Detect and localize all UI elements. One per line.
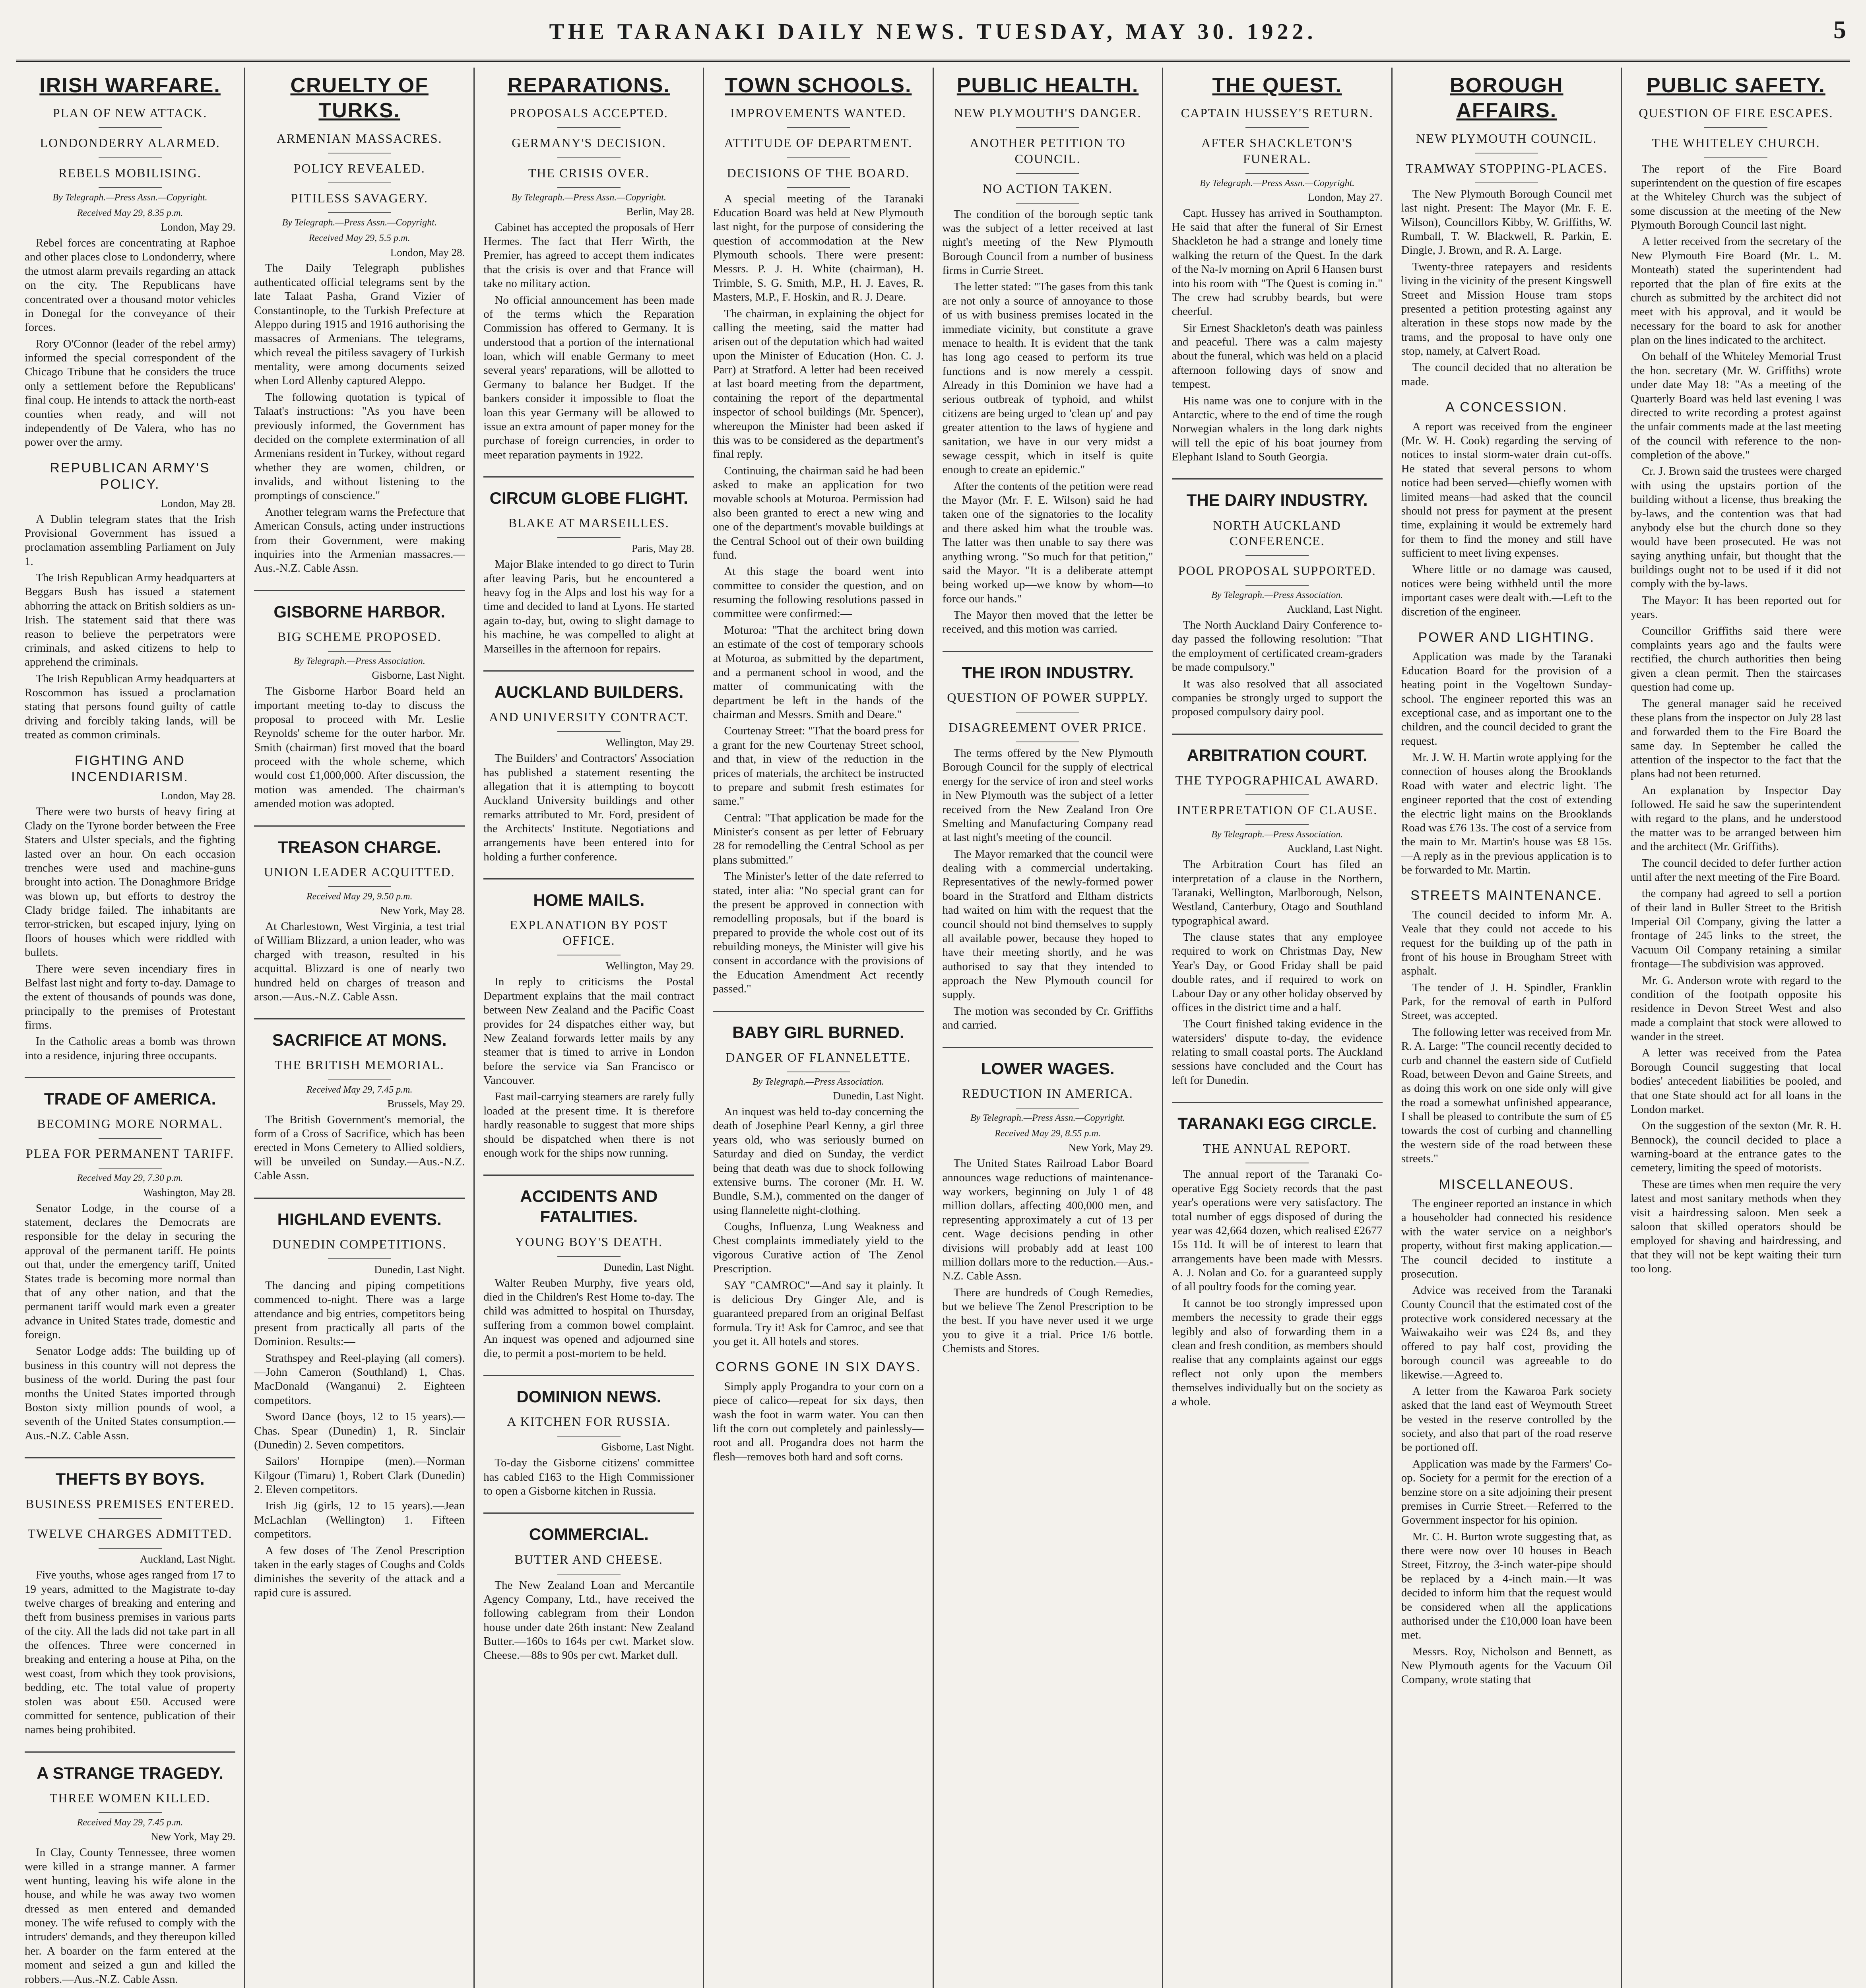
subhead: AFTER SHACKLETON'S FUNERAL. — [1172, 135, 1383, 173]
paragraph: Cabinet has accepted the proposals of Herr Hermes. The fact that Herr Wirth, the Premier, has agreed to accept them indicates that the crisis is over and that France will take no military action. — [483, 221, 694, 290]
paragraph: The Gisborne Harbor Board held an important meeting to-day to discuss the proposal to proceed with Mr. Leslie Reynolds' scheme for the outer harbor. Mr. Smith (chairman) first moved that the board proceed with the whole scheme, which would cost £1,000,000. After discussion, the motion was amended. The chairman's amended motion was adopted. — [254, 685, 465, 810]
paragraph: The Mayor then moved that the letter be received, and this motion was carried. — [942, 609, 1153, 636]
paragraph: A Dublin telegram states that the Irish Provisional Government has issued a proclamation assembling Parliament on July 1. — [25, 513, 236, 568]
subhead: NEW PLYMOUTH COUNCIL. — [1401, 131, 1612, 153]
column-public-safety — [1622, 68, 1850, 1988]
paragraph: Advice was received from the Taranaki County Council that the estimated cost of the protective work considered necessary at the Waiwakaiho weir was £24 8s, and they offered to pay half cost, providing the borough council was agreeable to do likewise.—Agreed to. — [1401, 1284, 1612, 1381]
paragraph: Mr. J. W. H. Martin wrote applying for the connection of houses along the Brooklands Road with water and electric light. The engineer reported that the cost of extending the electric light mains on the Brooklands Road was £76 13s. The cost of a service from the main to Mr. Martin's house was £8 15s. —A reply as in the previous application is to be forwarded to Mr. Martin. — [1401, 751, 1612, 876]
received-line: Received May 29, 8.35 p.m. — [77, 208, 183, 218]
paragraph: No official announcement has been made of the terms which the Reparation Commission has offered to Germany. It is understood that a portion of the international loan, which will enable Germany to meet several years' reparations, will be allotted to Germany to balance her Budget. If the bankers consider it impossible to float the loan this year Germany will be allowed to issue an extra amount of paper money for the purchase of foreign currencies, in order to meet reparation payments in 1922. — [483, 293, 694, 461]
paragraph: The condition of the borough septic tank was the subject of a letter received at last night's meeting of the New Plymouth Borough Council from a number of business firms in Currie Street. — [942, 208, 1153, 277]
headline: BOROUGH AFFAIRS. — [1450, 74, 1563, 122]
section-subhead: MISCELLANEOUS. — [1439, 1176, 1575, 1192]
paragraph: After the contents of the petition were read the Mayor (Mr. F. E. Wilson) said he had taken one of the signatories to the locality and there asked him what the trouble was. The latter was then unable to say there was anything wrong. "So much for that petition," said the Mayor. "It is a deliberate attempt being worked up—we know by whom—to force our hands." — [942, 480, 1153, 605]
dateline: Gisborne, Last Night. — [372, 669, 465, 681]
headline: COMMERCIAL. — [483, 1512, 694, 1544]
subhead: DUNEDIN COMPETITIONS. — [254, 1237, 465, 1259]
subhead: PLEA FOR PERMANENT TARIFF. — [25, 1146, 235, 1169]
masthead — [16, 4, 1850, 62]
subhead: ANOTHER PETITION TO COUNCIL. — [943, 135, 1153, 173]
subhead: REDUCTION IN AMERICA. — [943, 1086, 1153, 1109]
paragraph: The letter stated: "The gases from this tank are not only a source of annoyance to those of us with business premises located in the immediate vicinity, but constitute a grave menace to health. It is evident that the tank has long ago ceased to perform its true functions and is now merely a cesspit. Already in this Dominion we have had a serious outbreak of typhoid, and whilst citizens are being urged to 'clean up' and pay greater attention to the laws of hygiene and sanitation, we have in our very midst a sewage cesspit, which in itself is quite enough to create an epidemic." — [942, 280, 1153, 476]
paragraph: The council decided to inform Mr. A. Veale that they could not accede to his request for the building up of the path in front of his house in Brougham Street with asphalt. — [1401, 908, 1612, 978]
section-subhead: STREETS MAINTENANCE. — [1410, 888, 1603, 903]
dateline: New York, May 29. — [151, 1831, 236, 1843]
paragraph: At this stage the board went into committee to consider the question, and on resuming the following resolutions passed in committee were confirmed:— — [713, 565, 924, 620]
paragraph: Major Blake intended to go direct to Turin after leaving Paris, but he encountered a heavy fog in the Alps and lost his way for a time and decided to land at Lyons. He started again to-day, but, owing to slight damage to his machine, he was compelled to alight at Marseilles in the afternoon for repairs. — [483, 558, 694, 655]
subhead: NEW PLYMOUTH'S DANGER. — [943, 105, 1153, 128]
subhead: PROPOSALS ACCEPTED. — [483, 105, 694, 128]
subhead: NORTH AUCKLAND CONFERENCE. — [1172, 518, 1383, 556]
paragraph: The North Auckland Dairy Conference to-day passed the following resolution: "That the employment of certificated cream-graders be made compulsory." — [1172, 619, 1383, 674]
paragraph: The dancing and piping competitions commenced to-night. There was a large attendance and big entries, competitors being present from practically all parts of the Dominion. Results:— — [254, 1279, 465, 1348]
dateline: Dunedin, Last Night. — [374, 1263, 465, 1276]
subhead: UNION LEADER ACQUITTED. — [254, 864, 465, 887]
headline: TREASON CHARGE. — [254, 825, 465, 857]
paragraph: There were seven incendiary fires in Belfast last night and forty to-day. Damage to the extent of thousands of pounds was done, principally to the premises of Protestant firms. — [25, 962, 236, 1031]
dateline: Dunedin, Last Night. — [833, 1090, 924, 1102]
dateline: Auckland, Last Night. — [1287, 843, 1383, 855]
paragraph: Councillor Griffiths said there were complaints years ago and the faults were rectified, the church authorities then being given a clean permit. Then the staircases question had come up. — [1630, 624, 1841, 693]
column-cruelty-of-turks — [245, 68, 475, 1988]
subhead: THE WHITELEY CHURCH. — [1631, 135, 1841, 158]
paragraph: The chairman, in explaining the object for calling the meeting, said the matter had arisen out of the deputation which had waited upon the Minister of Education (Hon. C. J. Parr) at Stratford. A letter had been received at last board meeting from the department, containing the report of the departmental inspector of school buildings (Mr. Spencer), whereupon the Minister had been asked if this was to be considered as the department's final reply. — [713, 307, 924, 461]
paragraph: Another telegram warns the Prefecture that American Consuls, acting under instructions from their Government, were making inquiries into the Armenian massacres.—Aus.-N.Z. Cable Assn. — [254, 505, 465, 575]
paragraph: The Builders' and Contractors' Association has published a statement resenting the allegation that it is attempting to boycott Auckland University buildings and other remarks attributed to Mr. Ford, president of the Architects' Institute. Negotiations and arrangements have been entered into for holding a further conference. — [483, 752, 694, 863]
subhead: BLAKE AT MARSEILLES. — [483, 515, 694, 538]
paragraph: Central: "That application be made for the Minister's consent as per letter of February 28 for remodelling the Central School as per plans submitted." — [713, 811, 924, 866]
paragraph: An inquest was held to-day concerning the death of Josephine Pearl Kenny, a girl three years old, who was seriously burned on Saturday and died on Sunday, the verdict being that death was due to shock following extensive burns. The coroner (Mr. H. W. Bundle, S.M.), commented on the danger of using flannelette night-clothing. — [713, 1105, 924, 1217]
paragraph: Courtenay Street: "That the board press for a grant for the new Courtenay Street school, and that, in view of the reduction in the prices of materials, the architect be instructed to prepare and submit fresh estimates for same." — [713, 724, 924, 808]
subhead: PLAN OF NEW ATTACK. — [25, 105, 235, 128]
paragraph: On the suggestion of the sexton (Mr. R. H. Bennock), the council decided to place a warning-board at the entrance gates to the cemetery, limiting the speed of motorists. — [1630, 1119, 1841, 1175]
headline: A STRANGE TRAGEDY. — [25, 1751, 235, 1783]
dateline: New York, May 29. — [1068, 1142, 1153, 1154]
subhead: TRAMWAY STOPPING-PLACES. — [1401, 161, 1612, 183]
paragraph: The Minister's letter of the date referred to stated, inter alia: "No special grant can for the present be approved in connection with remodelling proposals, but if the board is prepared to provide the whole cost out of its rebuilding moneys, the Minister will give his consent in accordance with the provisions of the Education Amendment Act recently passed." — [713, 870, 924, 996]
advertisement: There are hundreds of Cough Remedies, but we believe The Zenol Prescription to be the best. If you have never used it we urge you to give it a trial. Price 1/6 bottle. Chemists and Stores. — [942, 1286, 1153, 1355]
paragraph: The motion was seconded by Cr. Griffiths and carried. — [942, 1004, 1153, 1032]
paragraph: The Irish Republican Army headquarters at Beggars Bush has issued a statement abhorring the attack on British soldiers as un-Irish. The statement said that there was reason to believe the perpetrators were criminals, and asked citizens to help to apprehend the criminals. — [25, 571, 236, 669]
headline: THE IRON INDUSTRY. — [943, 651, 1153, 683]
paragraph: It was also resolved that all associated companies be strongly urged to support the proposed compulsory dairy pool. — [1172, 677, 1383, 718]
headline: TOWN SCHOOLS. — [725, 74, 912, 97]
received-line: Received May 29, 7.45 p.m. — [77, 1817, 183, 1828]
paragraph: Application was made by the Taranaki Education Board for the provision of a heating point in the Vogeltown Sunday-school. The engineer reported this was an exceptional case, and as important one to the children, and the council decided to grant the request. — [1401, 650, 1612, 747]
headline: TRADE OF AMERICA. — [25, 1077, 235, 1109]
section-subhead: A CONCESSION. — [1445, 400, 1568, 415]
paragraph: The Arbitration Court has filed an interpretation of a clause in the Northern, Taranaki, Wellington, Marlborough, Nelson, Westland, Canterbury, Otago and Southland typographical award. — [1172, 858, 1383, 927]
paragraph: The British Government's memorial, the form of a Cross of Sacrifice, which has been erected in Mons Cemetery to Allied soldiers, will be unveiled on Sunday.—Aus.-N.Z. Cable Assn. — [254, 1113, 465, 1182]
paragraph: A report was received from the engineer (Mr. W. H. Cook) regarding the serving of notices to instal storm-water drain cut-offs. He stated that several persons to whom notice had been served—chiefly women with limited means—had asked that the council should not press for payment at the present time, explaining it would be extremely hard for them to find the money and still have sufficient to meet living expenses. — [1401, 420, 1612, 560]
paragraph: To-day the Gisborne citizens' committee has cabled £163 to the High Commissioner to open a Gisborne kitchen in Russia. — [483, 1456, 694, 1497]
paragraph: Twenty-three ratepayers and residents living in the vicinity of the present Kingswell Street and Mission House tram stops presented a petition protesting against any alteration in these stops now made by the trams, and the proposal to have only one stop, namely, at Calvert Road. — [1401, 260, 1612, 358]
paragraph: A special meeting of the Taranaki Education Board was held at New Plymouth last night, for the purpose of considering the question of accommodation at the New Plymouth schools. There were present: Messrs. P. J. H. White (chairman), H. Trimble, S. G. Smith, M.P., H. J. Eaves, R. Masters, M.P., F. Hoskin, and R. J. Deare. — [713, 192, 924, 304]
dateline: Wellington, May 29. — [605, 960, 694, 972]
paragraph: His name was one to conjure with in the Antarctic, where to the end of time the rough Norwegian whalers in the long dark nights will tell the epic of his boat journey from Elephant Island to South Georgia. — [1172, 394, 1383, 464]
byline: By Telegraph.—Press Association. — [1211, 829, 1343, 840]
paragraph: The report of the Fire Board superintendent on the question of fire escapes at the Whiteley Church was the subject of some discussion at the meeting of the New Plymouth Borough Council last night. — [1630, 162, 1841, 231]
subhead: THE CRISIS OVER. — [483, 165, 694, 188]
byline: By Telegraph.—Press Association. — [293, 656, 425, 666]
column-borough-affairs — [1393, 68, 1622, 1988]
paragraph: Five youths, whose ages ranged from 17 to 19 years, admitted to the Magistrate to-day twelve charges of breaking and entering and theft from business premises in various parts of the city. All the lads did not take part in all the offences. Three were concerned in breaking and entering a house at Piha, on the west coast, from which they took provisions, bedding, etc. The total value of property stolen was about £50. Accused were committed for sentence, publication of their names being prohibited. — [25, 1569, 236, 1736]
advertisement: Simply apply Progandra to your corn on a piece of calico—repeat for six days, then wash the foot in warm water. You can then lift the corn out completely and painlessly—root and all. Progandra does not harm the flesh—removes both hard and soft corns. — [713, 1380, 924, 1463]
subhead: BIG SCHEME PROPOSED. — [254, 629, 465, 652]
paragraph: Continuing, the chairman said he had been asked to make an application for two movable schools at Moturoa. Permission had also been granted to erect a new wing and one of the department's movable buildings at the Central School out of their own building fund. — [713, 464, 924, 561]
masthead-title: THE TARANAKI DAILY NEWS. TUESDAY, MAY 30. 1922. — [549, 19, 1317, 44]
paragraph: Walter Reuben Murphy, five years old, died in the Children's Rest Home to-day. The child was admitted to hospital on Thursday, suffering from a common bowel complaint. An inquest was opened and adjourned sine die, to permit a post-mortem to be held. — [483, 1276, 694, 1360]
column-reparations — [475, 68, 704, 1988]
column-public-health — [934, 68, 1163, 1988]
byline: By Telegraph.—Press Assn.—Copyright. — [511, 192, 666, 203]
paragraph: Irish Jig (girls, 12 to 15 years).—Jean McLachlan (Wellington) 1. Fifteen competitors. — [254, 1499, 465, 1541]
subhead: TWELVE CHARGES ADMITTED. — [25, 1526, 235, 1549]
paragraph: A letter was received from the Patea Borough Council suggesting that local bodies' antecedent liabilities be pooled, and that one State should act for all loans in the London market. — [1630, 1046, 1841, 1116]
paragraph: Sailors' Hornpipe (men).—Norman Kilgour (Timaru) 1, Robert Clark (Dunedin) 2. Eleven competitors. — [254, 1455, 465, 1496]
received-line: Received May 29, 7.30 p.m. — [77, 1173, 183, 1184]
byline: By Telegraph.—Press Assn.—Copyright. — [970, 1112, 1125, 1123]
subhead: ARMENIAN MASSACRES. — [254, 131, 465, 153]
headline: AUCKLAND BUILDERS. — [483, 670, 694, 702]
subhead: LONDONDERRY ALARMED. — [25, 135, 235, 158]
headline: DOMINION NEWS. — [483, 1375, 694, 1407]
paragraph: Fast mail-carrying steamers are rarely fully loaded at the present time. It is therefore hardly reasonable to suggest that more ships should be dispatched when there is not enough work for the ships now running. — [483, 1090, 694, 1159]
subhead: CAPTAIN HUSSEY'S RETURN. — [1172, 105, 1383, 128]
headline: REPARATIONS. — [507, 74, 670, 97]
subhead: POLICY REVEALED. — [254, 161, 465, 183]
columns — [16, 68, 1850, 1988]
column-the-quest — [1163, 68, 1393, 1988]
subhead: DANGER OF FLANNELETTE. — [713, 1050, 923, 1072]
headline: CIRCUM GLOBE FLIGHT. — [483, 476, 694, 508]
headline: CRUELTY OF TURKS. — [290, 74, 429, 122]
byline: By Telegraph.—Press Assn.—Copyright. — [1200, 178, 1355, 188]
headline: BABY GIRL BURNED. — [713, 1011, 923, 1043]
paragraph: It cannot be too strongly impressed upon members the necessity to grade their eggs legibly and also of forwarding them in a clean and fresh condition, as members should realise that any complaints against our eggs reflect not only upon the members themselves individually but on the society as a whole. — [1172, 1297, 1383, 1408]
paragraph: Strathspey and Reel-playing (all comers).—John Cameron (Southland) 1, Chas. MacDonald (Wanganui) 2. Eighteen competitors. — [254, 1351, 465, 1407]
dateline: Auckland, Last Night. — [140, 1553, 236, 1565]
dateline: Auckland, Last Night. — [1287, 603, 1383, 615]
dateline: Wellington, May 29. — [605, 736, 694, 749]
received-line: Received May 29, 8.55 p.m. — [995, 1128, 1101, 1139]
column-town-schools — [704, 68, 933, 1988]
subhead: BUSINESS PREMISES ENTERED. — [25, 1496, 235, 1519]
paragraph: Sir Ernest Shackleton's death was painless and peaceful. There was a calm majesty about the funeral, which was held on a placid afternoon following days of snow and tempest. — [1172, 321, 1383, 391]
paragraph: Senator Lodge, in the course of a statement, declares the Democrats are responsible for the delay in securing the approval of the permanent tariff. He points out that, under the emergency tariff, United States trade is becoming more normal than that of any other nation, and that the permanent tariff would mark even a greater advance in United States trade, domestic and foreign. — [25, 1202, 236, 1341]
page-number: 5 — [1833, 16, 1846, 44]
paragraph: The Court finished taking evidence in the watersiders' dispute to-day, the evidence relating to small coastal ports. The Auckland sessions have concluded and the Court has left for Dunedin. — [1172, 1017, 1383, 1087]
paragraph: In the Catholic areas a bomb was thrown into a residence, injuring three occupants. — [25, 1035, 236, 1062]
received-line: Received May 29, 5.5 p.m. — [308, 233, 410, 244]
headline: THEFTS BY BOYS. — [25, 1457, 235, 1489]
subhead: NO ACTION TAKEN. — [943, 181, 1153, 204]
paragraph: An explanation by Inspector Day followed. He said he saw the superintendent with regard to the plans, and he understood the matter was to be arranged between him and the architect (Mr. Griffiths). — [1630, 784, 1841, 853]
subhead: YOUNG BOY'S DEATH. — [483, 1234, 694, 1257]
paragraph: Cr. J. Brown said the trustees were charged with using the upstairs portion of the building without a license, thus breaking the by-laws, and the contention was that had anybody else but the church done so they would have been prosecuted. He was not saying anything unfair, but thought that the buildings ought not to be used if it did not comply with the by-laws. — [1630, 465, 1841, 590]
paragraph: The Mayor: It has been reported out for years. — [1630, 594, 1841, 621]
paragraph: On behalf of the Whiteley Memorial Trust the hon. secretary (Mr. W. Griffiths) wrote under date May 18: "As a meeting of the Quarterly Board was held last evening I was directed to write recording a protest against the unfair comments made at the last meeting of the council with reference to the non-completion of the above." — [1630, 350, 1841, 461]
paragraph: The Irish Republican Army headquarters at Roscommon has issued a proclamation stating that persons found guilty of cattle driving and forcibly taking lands, will be treated as common criminals. — [25, 672, 236, 742]
paragraph: Messrs. Roy, Nicholson and Bennett, as New Plymouth agents for the Vacuum Oil Company, wrote stating that — [1401, 1645, 1612, 1686]
byline: By Telegraph.—Press Association. — [1211, 590, 1343, 600]
subhead: REBELS MOBILISING. — [25, 165, 235, 188]
paragraph: Moturoa: "That the architect bring down an estimate of the cost of temporary schools at Moturoa, as submitted by the department, and a permanent school in wood, and the matter of communicating with the department be left in the hands of the chairman and Messrs. Smith and Deare." — [713, 623, 924, 721]
subhead: THE TYPOGRAPHICAL AWARD. — [1172, 773, 1383, 795]
paragraph: Senator Lodge adds: The building up of business in this country will not depress the business of the world. During the past four months the United States imported through Boston sixty million pounds of wool, a seventh of the United States consumption.—Aus.-N.Z. Cable Assn. — [25, 1345, 236, 1442]
paragraph: Mr. G. Anderson wrote with regard to the condition of the footpath opposite his residence in Devon Street West and also made a complaint that stock were allowed to wander in the street. — [1630, 974, 1841, 1043]
paragraph: The following quotation is typical of Talaat's instructions: "As you have been previously informed, the Government has decided on the complete extermination of all Armenians resident in Turkey, without regard whether they are women, children, or invalids, and without listening to the promptings of conscience." — [254, 390, 465, 502]
paragraph: The council decided that no alteration be made. — [1401, 361, 1612, 388]
headline: THE QUEST. — [1212, 74, 1342, 97]
advertisement: These are times when men require the very latest and most sanitary methods when they visit a hairdressing saloon. Men seek a saloon that skilled operators should be employed for shaving and hairdressing, and that they will not be kept waiting their turn too long. — [1630, 1178, 1841, 1275]
headline: TARANAKI EGG CIRCLE. — [1172, 1102, 1383, 1134]
advertisement-heading: CORNS GONE IN SIX DAYS. — [715, 1359, 921, 1375]
section-subhead: REPUBLICAN ARMY'S POLICY. — [50, 460, 210, 492]
subhead: EXPLANATION BY POST OFFICE. — [483, 917, 694, 955]
subhead: THE ANNUAL REPORT. — [1172, 1141, 1383, 1163]
advertisement: SAY "CAMROC"—And say it plainly. It is delicious Dry Ginger Ale, and is guaranteed prepared from an original Belfast formula. Try it! Ask for Camroc, and see that you get it. All hotels and stores. — [713, 1279, 924, 1348]
paragraph: The Daily Telegraph publishes authenticated official telegrams sent by the late Talaat Pasha, Grand Vizier of Constantinople, to the Turkish Prefecture at Aleppo during 1915 and 1916 authorising the massacres of Armenians. The telegrams, which reveal the pitiless savagery of Turkish mentality, were among documents seized when Lord Allenby captured Aleppo. — [254, 262, 465, 387]
headline: THE DAIRY INDUSTRY. — [1172, 478, 1383, 510]
dateline: Washington, May 28. — [143, 1186, 236, 1198]
advertisement: Coughs, Influenza, Lung Weakness and Chest complaints immediately yield to the vigorous Curative action of The Zenol Prescription. — [713, 1220, 924, 1276]
byline: By Telegraph.—Press Assn.—Copyright. — [282, 217, 437, 228]
paragraph: At Charlestown, West Virginia, a test trial of William Blizzard, a union leader, who was charged with treason, resulted in his acquittal. Blizzard is one of nearly two hundred held on charges of treason and arson.—Aus.-N.Z. Cable Assn. — [254, 920, 465, 1003]
dateline: New York, May 28. — [380, 905, 465, 917]
subhead: BECOMING MORE NORMAL. — [25, 1116, 235, 1139]
subhead: QUESTION OF FIRE ESCAPES. — [1631, 105, 1841, 128]
byline: By Telegraph.—Press Association. — [752, 1076, 884, 1087]
headline: SACRIFICE AT MONS. — [254, 1018, 465, 1050]
headline: PUBLIC SAFETY. — [1647, 74, 1825, 97]
paragraph: In Clay, County Tennessee, three women were killed in a strange manner. A farmer went hunting, leaving his wife alone in the house, and while he was away two women dressed as men entered and demanded money. The wife refused to comply with the intruders' demands, and they thereupon killed her. A boarder on the farm entered at the moment and seized a gun and killed the robbers.—Aus.-N.Z. Cable Assn. — [25, 1846, 236, 1986]
paragraph: A letter received from the secretary of the New Plymouth Fire Board (Mr. L. M. Monteath) stated the superintendent had reported that the plan of fire exits at the church as submitted by the architect did not meet with his approval, and it would be necessary for the board to ask for another plan on the lines indicated to the architect. — [1630, 235, 1841, 346]
paragraph: The Mayor remarked that the council were dealing with a commercial undertaking. Representatives of the newly-formed power board in the Stratford and Eltham districts had waited on him with the request that the council should not bind themselves to supply all available power, because they hoped to have their meeting shortly, and he was authorised to say that they intended to approach the New Plymouth council for supply. — [942, 847, 1153, 1001]
paragraph: The United States Railroad Labor Board announces wage reductions of maintenance-way workers, beginning on July 1 of 48 million dollars, affecting 400,000 men, and representing approximately a cut of 13 per cent. Wage decisions pending in other divisions will probably add at least 100 million dollars more to the reduction.—Aus.-N.Z. Cable Assn. — [942, 1157, 1153, 1283]
dateline: Dunedin, Last Night. — [603, 1261, 694, 1273]
subhead: THREE WOMEN KILLED. — [25, 1790, 235, 1813]
paragraph: The New Zealand Loan and Mercantile Agency Company, Ltd., have received the following cablegram from their London house under date 26th instant: New Zealand Butter.—160s to 164s per cwt. Market slow. Cheese.—88s to 90s per cwt. Market dull. — [483, 1578, 694, 1662]
subhead: THE BRITISH MEMORIAL. — [254, 1057, 465, 1080]
section-subhead: FIGHTING AND INCENDIARISM. — [71, 753, 189, 784]
paragraph: Sword Dance (boys, 12 to 15 years).—Chas. Spear (Dunedin) 1, R. Sinclair (Dunedin) 2. Seven competitors. — [254, 1410, 465, 1451]
headline: PUBLIC HEALTH. — [956, 74, 1139, 97]
paragraph: The tender of J. H. Spindler, Franklin Park, for the removal of earth in Pulford Street, was accepted. — [1401, 981, 1612, 1022]
subhead: POOL PROPOSAL SUPPORTED. — [1172, 563, 1383, 586]
dateline: Berlin, May 28. — [626, 205, 694, 217]
received-line: Received May 29, 7.45 p.m. — [306, 1084, 413, 1095]
subhead: DECISIONS OF THE BOARD. — [713, 165, 923, 188]
subhead: A KITCHEN FOR RUSSIA. — [483, 1414, 694, 1437]
column-irish-warfare — [16, 68, 245, 1988]
dateline: Paris, May 28. — [631, 542, 694, 555]
paragraph: The following letter was received from Mr. R. A. Large: "The council recently decided to curb and channel the eastern side of Cutfield Road, between Devon and Gaine Streets, and as doing this work on one side only will give the road a somewhat unfinished appearance, I shall be pleased to contribute the sum of £5 towards the cost of curbing and channelling the western side of the road between these streets." — [1401, 1025, 1612, 1165]
received-line: Received May 29, 9.50 p.m. — [306, 891, 413, 902]
subhead: DISAGREEMENT OVER PRICE. — [943, 720, 1153, 742]
headline: IRISH WARFARE. — [39, 74, 221, 97]
paragraph: The engineer reported an instance in which a householder had connected his residence with the water service on a neighbor's property, without first making application.—The council decided to institute a prosecution. — [1401, 1197, 1612, 1280]
headline: LOWER WAGES. — [943, 1047, 1153, 1079]
subhead: ATTITUDE OF DEPARTMENT. — [713, 135, 923, 158]
headline: HIGHLAND EVENTS. — [254, 1198, 465, 1229]
headline: GISBORNE HARBOR. — [254, 590, 465, 622]
section-subhead: POWER AND LIGHTING. — [1418, 629, 1595, 645]
subhead: IMPROVEMENTS WANTED. — [713, 105, 923, 128]
paragraph: Rory O'Connor (leader of the rebel army) informed the special correspondent of the Chicago Tribune that he considers the truce only a settlement before the Republicans' final coup. He intends to attack the north-east counties when ready, and will not independently of De Valera, who has no power over the army. — [25, 337, 236, 449]
subhead: QUESTION OF POWER SUPPLY. — [943, 690, 1153, 712]
subhead: AND UNIVERSITY CONTRACT. — [483, 709, 694, 732]
paragraph: In reply to criticisms the Postal Department explains that the mail contract between New Zealand and the Pacific Coast provides for 24 dispatches either way, but New Zealand forwards letter mails by any steamer that is timed to arrive in London before the service via San Francisco or Vancouver. — [483, 975, 694, 1087]
dateline: London, May 27. — [1308, 191, 1383, 203]
paragraph: Application was made by the Farmers' Co-op. Society for a permit for the erection of a benzine store on a site adjoining their present premises in Currie Street.—Referred to the Government inspector for his opinion. — [1401, 1457, 1612, 1527]
byline: By Telegraph.—Press Assn.—Copyright. — [52, 192, 208, 203]
subhead: INTERPRETATION OF CLAUSE. — [1172, 802, 1383, 825]
dateline: Gisborne, Last Night. — [601, 1441, 694, 1453]
paragraph: The clause states that any employee required to work on Christmas Day, New Year's Day, or Good Friday shall be paid double rates, and if required to work on Labour Day or any other holiday observed by offices in the district time and a half. — [1172, 931, 1383, 1014]
paragraph: Where little or no damage was caused, notices were being withheld until the more important cases were dealt with.—Left to the discretion of the engineer. — [1401, 563, 1612, 618]
paragraph: The terms offered by the New Plymouth Borough Council for the supply of electrical energy for the service of iron and steel works in New Plymouth was the subject of a letter received from the New Zealand Iron Ore Smelting and Manufacturing Company read at last night's meeting of the council. — [942, 747, 1153, 844]
paragraph: The general manager said he received these plans from the inspector on July 28 last and forwarded them to the Fire Board the same day. In September he called the attention of the inspector to the fact that the plans had not been returned. — [1630, 697, 1841, 780]
dateline: London, May 28. — [161, 790, 236, 802]
paragraph: Mr. C. H. Burton wrote suggesting that, as there were now over 10 houses in Beach Street, Fitzroy, the 3-inch water-pipe should be replaced by a 4-inch main.—It was decided to inform him that the request would be considered when all the applications authorised under the £10,000 loan have been met. — [1401, 1530, 1612, 1642]
paragraph: The council decided to defer further action until after the next meeting of the Fire Board. — [1630, 856, 1841, 883]
paragraph: A letter from the Kawaroa Park society asked that the land east of Weymouth Street be vested in the reserve controlled by the society, and also that part of the road reserve be portioned off. — [1401, 1384, 1612, 1454]
paragraph: the company had agreed to sell a portion of their land in Buller Street to the British Imperial Oil Company, giving the latter a frontage of 245 links to the street, the Vacuum Oil Company retaining a similar frontage—The subdivision was approved. — [1630, 887, 1841, 971]
headline: ARBITRATION COURT. — [1172, 734, 1383, 765]
paragraph: The New Plymouth Borough Council met last night. Present: The Mayor (Mr. F. E. Wilson), Councillors Kibby, W. Griffiths, W. Rumball, T. W. Blackwell, R. Parkin, E. Dingle, J. Brown, and R. A. Large. — [1401, 187, 1612, 257]
dateline: London, May 29. — [161, 221, 236, 233]
paragraph: There were two bursts of heavy firing at Clady on the Tyrone border between the Free Staters and Ulster specials, and the fighting lasted over an hour. On each occasion trenches were used and machine-guns brought into action. The Donaghmore Bridge was blown up, but efforts to destroy the Clady bridge failed. The inhabitants are terror-stricken, but escaped injury, lying on floors of houses which were riddled with bullets. — [25, 805, 236, 959]
paragraph: Rebel forces are concentrating at Raphoe and other places close to Londonderry, where the utmost alarm prevails regarding an attack on the city. The Republicans have concentrated over a thousand motor vehicles in Donegal for the conveyance of their forces. — [25, 237, 236, 334]
headline: HOME MAILS. — [483, 878, 694, 910]
dateline: Brussels, May 29. — [387, 1097, 465, 1110]
subhead: BUTTER AND CHEESE. — [483, 1552, 694, 1574]
paragraph: The annual report of the Taranaki Co-operative Egg Society records that the past year's operations were very satisfactory. The total number of eggs disposed of during the year was 42,664 dozen, which realised £2677 15s 11d. It will be of interest to learn that arrangements have been made with Messrs. A. J. Nolan and Co. for a guaranteed supply of all poultry foods for the coming year. — [1172, 1168, 1383, 1293]
paragraph: Capt. Hussey has arrived in Southampton. He said that after the funeral of Sir Ernest Shackleton he had a strange and lonely time walking the return of the Quest. In the dark of the Na-lv morning on April 6 Hansen burst into his room with "The Quest is coming in." The crew had scrubby beards, but were cheerful. — [1172, 206, 1383, 318]
subhead: GERMANY'S DECISION. — [483, 135, 694, 158]
dateline: London, May 28. — [390, 246, 465, 258]
headline: ACCIDENTS AND FATALITIES. — [483, 1175, 694, 1227]
dateline: London, May 28. — [161, 497, 236, 509]
subhead: PITILESS SAVAGERY. — [254, 190, 465, 213]
advertisement: A few doses of The Zenol Prescription taken in the early stages of Coughs and Colds diminishes the severity of the attack and a rapid cure is assured. — [254, 1544, 465, 1599]
